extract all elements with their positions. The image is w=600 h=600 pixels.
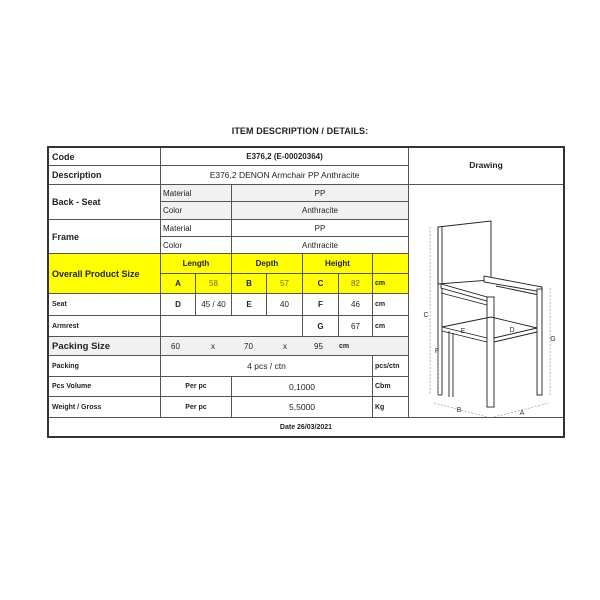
unit-header-blank xyxy=(373,254,409,274)
frame-material-value: PP xyxy=(232,220,409,237)
seat-label: Seat xyxy=(49,294,161,316)
packing-x-sep-2: x xyxy=(283,341,287,351)
drawing-area xyxy=(409,185,563,418)
label-e: E xyxy=(460,328,466,335)
frame-label: Frame xyxy=(49,220,161,254)
date-footer: Date 26/03/2021 xyxy=(279,423,333,431)
packing-unit: pcs/ctn xyxy=(373,356,409,377)
dim-a-label: A xyxy=(161,274,196,294)
back-seat-material-value: PP xyxy=(232,185,409,202)
length-header: Length xyxy=(161,254,232,274)
armrest-blank xyxy=(161,316,303,337)
back-seat-color-label: Color xyxy=(161,202,232,220)
frame-color-value: Anthracite xyxy=(232,237,409,254)
dim-c-label: C xyxy=(303,274,339,294)
frame-material-label: Material xyxy=(161,220,232,237)
dim-g-value: 67 xyxy=(339,316,373,337)
dim-b-label: B xyxy=(232,274,267,294)
back-seat-material-label: Material xyxy=(161,185,232,202)
packing-size-unit: cm xyxy=(339,342,350,350)
pcs-volume-label: Pcs Volume xyxy=(49,377,161,397)
height-header: Height xyxy=(303,254,373,274)
depth-header: Depth xyxy=(232,254,303,274)
weight-value: 5,5000 xyxy=(232,397,373,418)
weight-per: Per pc xyxy=(161,397,232,418)
frame-color-label: Color xyxy=(161,237,232,254)
packing-x-sep-1: x xyxy=(211,341,215,351)
armrest-unit: cm xyxy=(373,316,409,337)
page-title: ITEM DESCRIPTION / DETAILS: xyxy=(231,126,369,136)
dim-d-value: 45 / 40 xyxy=(196,294,232,316)
chair-drawing xyxy=(409,185,563,418)
dim-g-label: G xyxy=(303,316,339,337)
pcs-volume-value: 0,1000 xyxy=(232,377,373,397)
packing-value: 4 pcs / ctn xyxy=(161,356,373,377)
description-value: E376,2 DENON Armchair PP Anthracite xyxy=(161,166,409,185)
back-seat-label: Back - Seat xyxy=(49,185,161,220)
packing-height: 95 xyxy=(314,341,323,351)
weight-label: Weight / Gross xyxy=(49,397,161,418)
dim-c-value: 82 xyxy=(339,274,373,294)
label-b: B xyxy=(456,407,462,414)
code-label: Code xyxy=(49,148,161,166)
dim-f-value: 46 xyxy=(339,294,373,316)
description-label: Description xyxy=(49,166,161,185)
label-a: A xyxy=(519,410,525,417)
packing-width: 60 xyxy=(171,341,180,351)
label-f: F xyxy=(434,348,440,355)
dim-a-value: 58 xyxy=(196,274,232,294)
label-g: G xyxy=(550,336,556,343)
dim-e-value: 40 xyxy=(267,294,303,316)
packing-label: Packing xyxy=(49,356,161,377)
overall-size-label: Overall Product Size xyxy=(49,254,161,294)
dim-f-label: F xyxy=(303,294,339,316)
packing-depth: 70 xyxy=(244,341,253,351)
dim-b-value: 57 xyxy=(267,274,303,294)
spec-sheet xyxy=(47,146,565,438)
label-c: C xyxy=(423,312,429,319)
pcs-volume-unit: Cbm xyxy=(373,377,409,397)
drawing-header: Drawing xyxy=(409,148,563,185)
weight-unit: Kg xyxy=(373,397,409,418)
label-d: D xyxy=(509,327,515,334)
packing-size-label: Packing Size xyxy=(49,337,161,356)
back-seat-color-value: Anthracite xyxy=(232,202,409,220)
armrest-label: Armrest xyxy=(49,316,161,337)
code-value: E376,2 (E-00020364) xyxy=(161,148,409,166)
dim-e-label: E xyxy=(232,294,267,316)
dim-d-label: D xyxy=(161,294,196,316)
pcs-volume-per: Per pc xyxy=(161,377,232,397)
overall-size-unit: cm xyxy=(373,274,409,294)
packing-size-values xyxy=(161,337,409,356)
seat-unit: cm xyxy=(373,294,409,316)
